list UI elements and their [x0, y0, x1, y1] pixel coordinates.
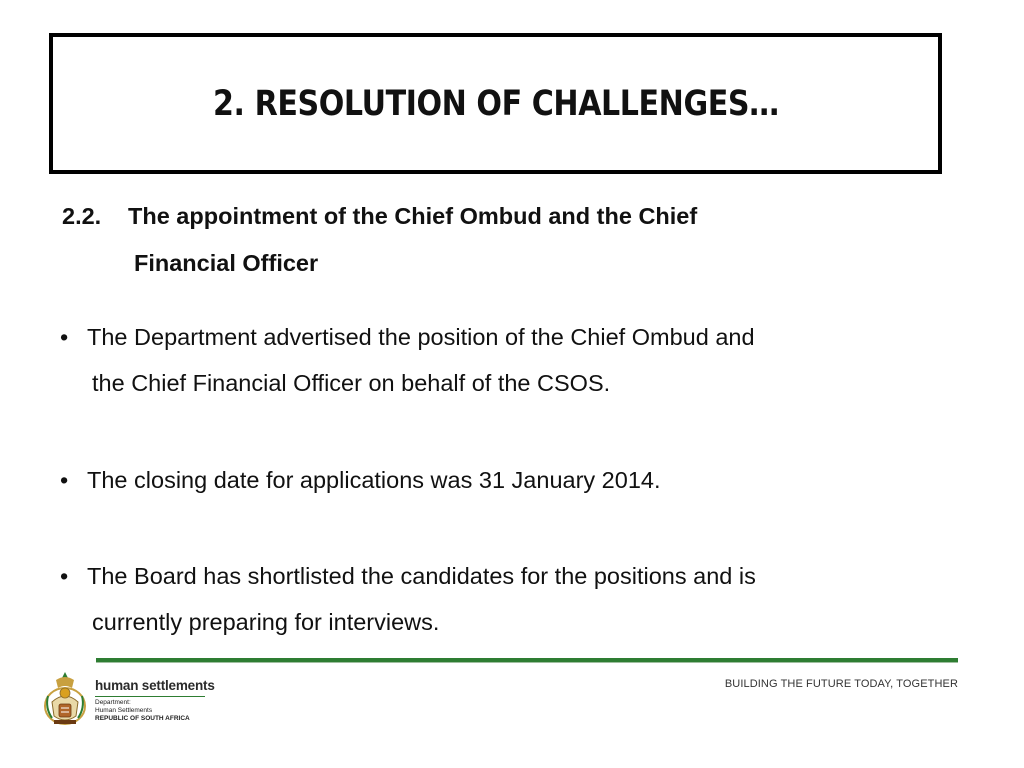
- slide-title: 2. RESOLUTION OF CHALLENGES…: [212, 83, 779, 124]
- subheading-line1: The appointment of the Chief Ombud and the Chief: [128, 203, 698, 229]
- footer-tagline: BUILDING THE FUTURE TODAY, TOGETHER: [724, 678, 958, 690]
- bullet-item: [60, 553, 940, 645]
- department-underline: [95, 696, 205, 697]
- department-label: Department:: [95, 699, 131, 706]
- bullet-item: [60, 457, 940, 503]
- bullet-symbol: •: [60, 324, 69, 350]
- bullet-line1: The Board has shortlisted the candidates for the positions and is: [87, 563, 756, 589]
- department-full-name: Human Settlements: [95, 707, 153, 714]
- bullet-symbol: •: [60, 563, 69, 589]
- department-block: [95, 678, 215, 723]
- bullet-line2: currently preparing for interviews.: [92, 609, 440, 635]
- coat-of-arms-icon: [40, 666, 90, 726]
- footer-divider: [96, 658, 958, 663]
- bullet-symbol: •: [60, 467, 69, 493]
- country-name: REPUBLIC OF SOUTH AFRICA: [95, 715, 190, 722]
- subheading-number: 2.2.: [62, 203, 102, 229]
- bullet-line1: The closing date for applications was 31 January 2014.: [87, 467, 661, 493]
- bullet-item: [60, 314, 940, 406]
- subheading: [62, 193, 922, 287]
- subheading-line2: Financial Officer: [134, 250, 319, 276]
- bullet-line2: the Chief Financial Officer on behalf of the CSOS.: [92, 370, 611, 396]
- department-name: human settlements: [95, 678, 215, 693]
- bullet-line1: The Department advertised the position of the Chief Ombud and: [87, 324, 755, 350]
- title-box: [49, 33, 942, 174]
